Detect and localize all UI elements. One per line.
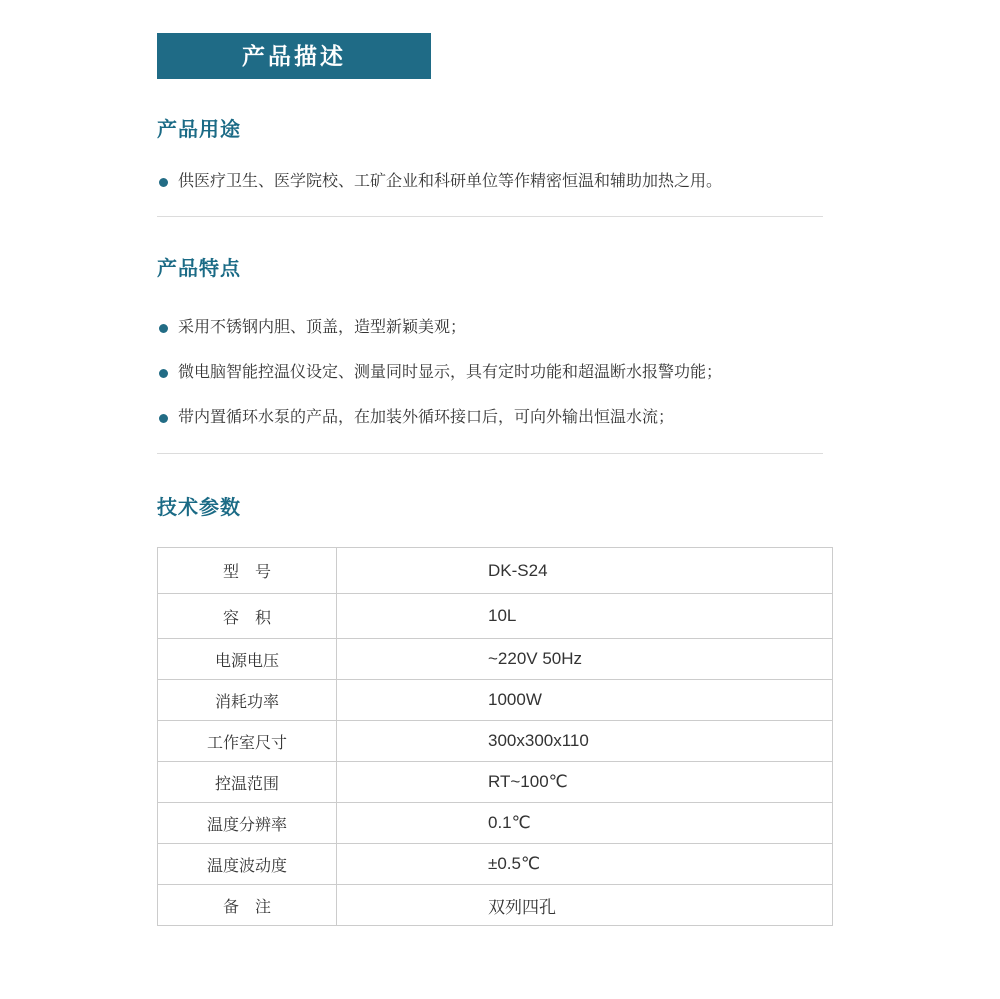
- table-row: [158, 594, 833, 639]
- feature-bullet-text: 采用不锈钢内胆、顶盖，造型新颖美观；: [178, 319, 467, 336]
- spec-label: 容 积: [158, 594, 337, 639]
- spec-label: 型 号: [158, 548, 337, 594]
- feature-bullet-text: 微电脑智能控温仪设定、测量同时显示，具有定时功能和超温断水报警功能；: [178, 364, 723, 381]
- table-row: [158, 803, 833, 844]
- table-row: [158, 721, 833, 762]
- section-banner: [157, 33, 431, 79]
- spec-value: 10L: [337, 594, 833, 639]
- usage-heading: 产品用途: [157, 119, 241, 141]
- spec-label: 工作室尺寸: [158, 721, 337, 762]
- usage-bullet-item: [157, 171, 833, 193]
- spec-value: DK-S24: [337, 548, 833, 594]
- spec-label: 温度分辨率: [158, 803, 337, 844]
- spec-value: 0.1℃: [337, 803, 833, 844]
- spec-label: 备 注: [158, 885, 337, 926]
- spec-label: 温度波动度: [158, 844, 337, 885]
- feature-bullet-item: [157, 407, 833, 429]
- feature-bullet-text: 带内置循环水泵的产品，在加装外循环接口后，可向外输出恒温水流；: [178, 409, 675, 426]
- specs-heading: 技术参数: [157, 497, 241, 519]
- table-row: [158, 844, 833, 885]
- table-row: [158, 885, 833, 926]
- spec-value: ±0.5℃: [337, 844, 833, 885]
- spec-label: 电源电压: [158, 639, 337, 680]
- spec-value: ~220V 50Hz: [337, 639, 833, 680]
- product-description-page: [157, 33, 833, 926]
- section-divider: [157, 453, 823, 454]
- bullet-dot-icon: [159, 414, 168, 423]
- table-row: [158, 548, 833, 594]
- features-heading: 产品特点: [157, 258, 241, 280]
- bullet-dot-icon: [159, 369, 168, 378]
- section-divider: [157, 216, 823, 217]
- spec-value: 300x300x110: [337, 721, 833, 762]
- specs-table: [157, 547, 833, 926]
- bullet-dot-icon: [159, 324, 168, 333]
- spec-label: 控温范围: [158, 762, 337, 803]
- table-row: [158, 639, 833, 680]
- spec-label: 消耗功率: [158, 680, 337, 721]
- table-row: [158, 762, 833, 803]
- feature-bullet-item: [157, 317, 833, 339]
- banner-title: 产品描述: [242, 43, 346, 69]
- feature-bullet-item: [157, 362, 833, 384]
- spec-value: 双列四孔: [337, 885, 833, 926]
- bullet-dot-icon: [159, 178, 168, 187]
- spec-value: 1000W: [337, 680, 833, 721]
- usage-bullet-text: 供医疗卫生、医学院校、工矿企业和科研单位等作精密恒温和辅助加热之用。: [178, 173, 723, 190]
- spec-value: RT~100℃: [337, 762, 833, 803]
- table-row: [158, 680, 833, 721]
